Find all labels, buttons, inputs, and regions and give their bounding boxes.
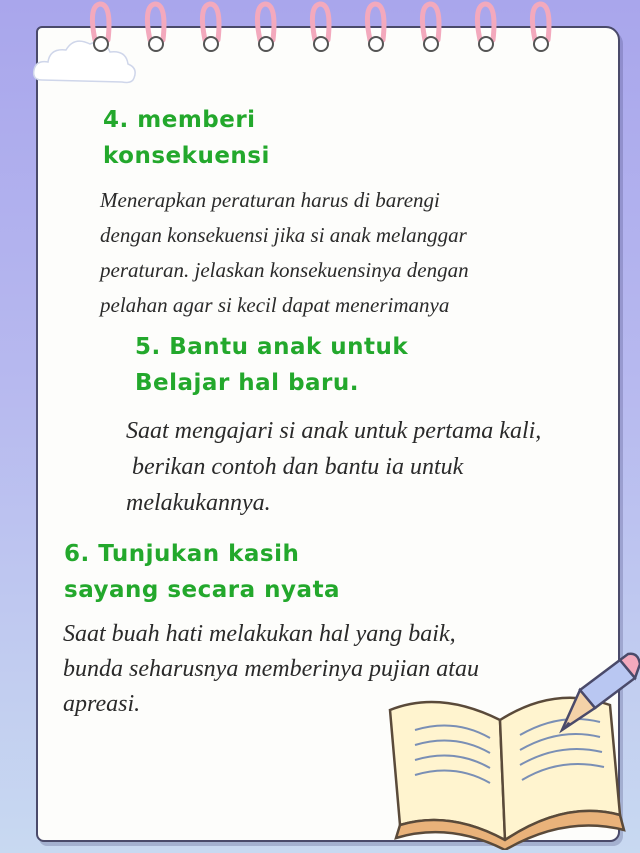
paragraph-bantu-anak: [126, 413, 541, 521]
paragraph-line: berikan contoh dan bantu ia untuk: [126, 454, 464, 480]
book-and-pencil-illustration: [380, 650, 640, 850]
paragraph-line: melakukannya.: [126, 490, 271, 516]
paragraph-line: Saat mengajari si anak untuk pertama kali,: [126, 418, 542, 444]
paragraph-memberi-konsekuensi: [100, 183, 469, 323]
heading-line: Belajar hal baru.: [135, 370, 360, 396]
heading-line: konsekuensi: [103, 143, 270, 169]
paragraph-line: bunda seharusnya memberinya pujian atau: [63, 656, 479, 682]
paragraph-line: apreasi.: [63, 691, 141, 717]
heading-memberi-konsekuensi: [103, 102, 270, 174]
open-book-icon: [390, 698, 624, 850]
paragraph-line: Menerapkan peraturan harus di barengi: [100, 188, 440, 212]
heading-tunjukan-kasih-sayang: [64, 536, 340, 608]
heading-bantu-anak: [135, 329, 408, 401]
paragraph-line: peraturan. jelaskan konsekuensinya dengan: [100, 258, 469, 282]
paragraph-line: Saat buah hati melakukan hal yang baik,: [63, 621, 456, 647]
heading-line: 4. memberi: [103, 107, 256, 133]
paragraph-line: dengan konsekuensi jika si anak melanggar: [100, 223, 467, 247]
paragraph-line: pelahan agar si kecil dapat menerimanya: [100, 293, 450, 317]
heading-line: 5. Bantu anak untuk: [135, 334, 409, 360]
heading-line: 6. Tunjukan kasih: [64, 541, 300, 567]
spiral-binding-icon: [0, 0, 640, 70]
heading-line: sayang secara nyata: [64, 577, 341, 603]
